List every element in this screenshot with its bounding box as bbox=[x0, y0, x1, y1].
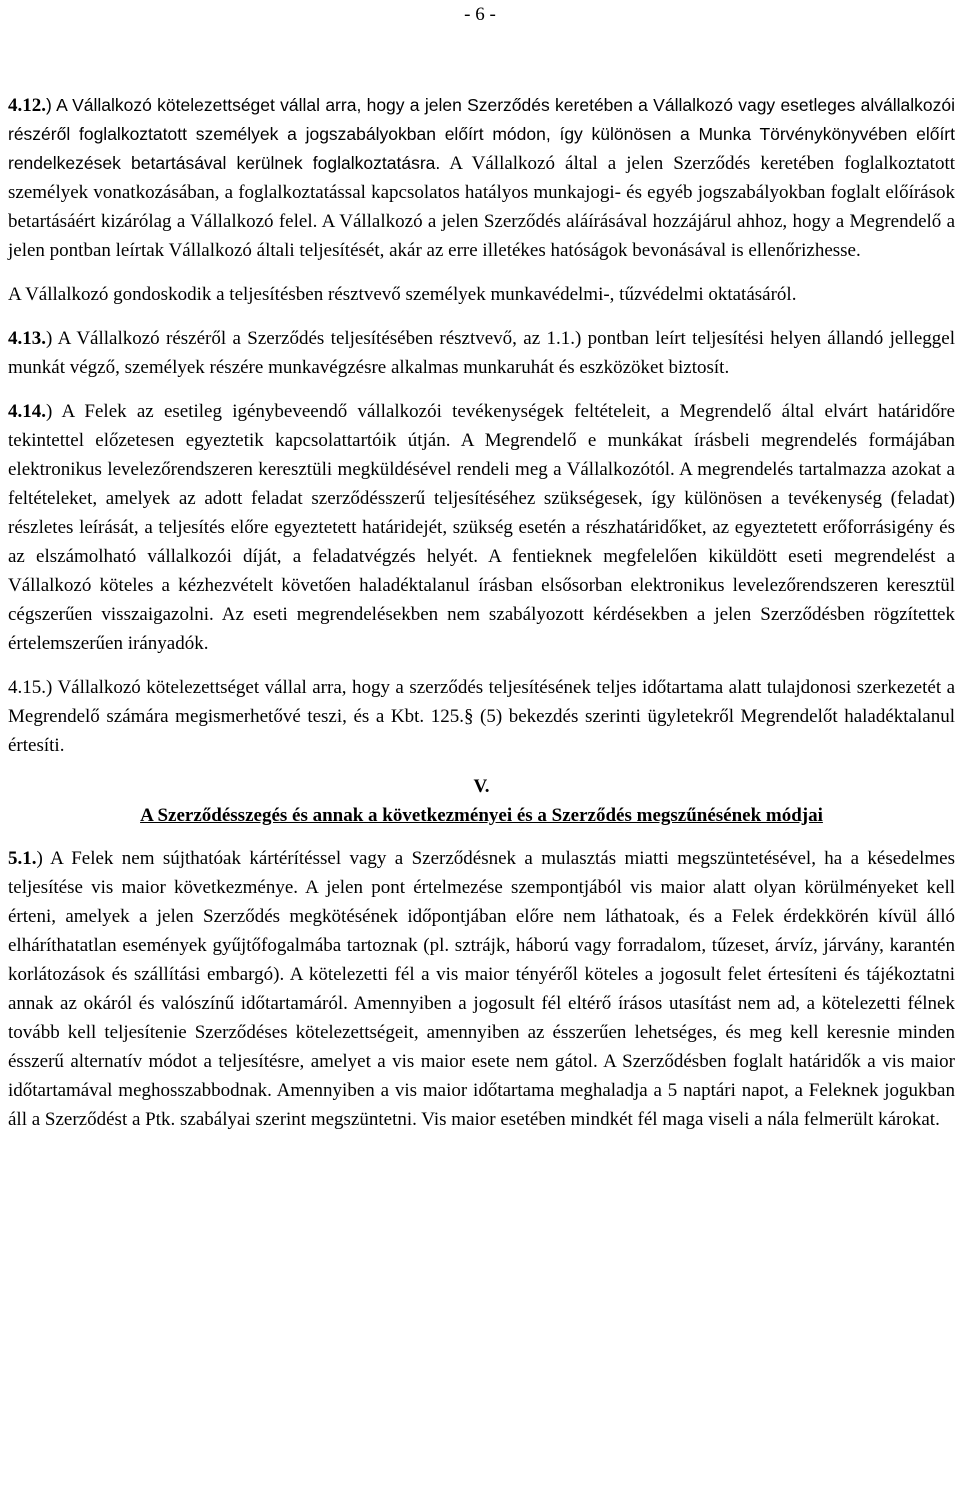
section-text-sans: ) A Vállalkozó kötelezettséget vállal arra, hogy a jelen Szerződés keretében a Vállalkozó vagy esetleges alvállalkozói részéről foglalkoztatott személyek a jogszabályokban előírt módon, így különösen a Munka Törvénykönyvében előírt rendelkezések betartásával kerülnek foglalkoztatásra. bbox=[8, 95, 955, 173]
section-4-13-paragraph bbox=[8, 324, 955, 382]
section-5-1-paragraph bbox=[8, 844, 955, 1134]
section-number: 4.13. bbox=[8, 328, 46, 349]
section-4-14-paragraph bbox=[8, 397, 955, 658]
page-number: - 6 - bbox=[464, 4, 496, 25]
section-number: 4.14. bbox=[8, 401, 46, 422]
section-text: ) A Felek az esetileg igénybeveendő vállalkozói tevékenységek feltételeit, a Megrendelő által elvárt határidőre tekintettel előzetesen egyeztetik kapcsolattartóik útján. A Megrendelő e munkákat írásbeli megrendelés formájában elektronikus levelezőrendszeren keresztüli megküldésével rendeli meg a Vállalkozótól. A megrendelés tartalmazza azokat a feltételeket, amelyek az adott feladat szerződésszerű teljesítéséhez szükségesek, így különösen a tevékenység (feladat) részletes leírását, a teljesítés előre egyeztetett határidejét, szükség esetén a részhatáridőket, az egyeztetett erőforrásigény és az elszámolható vállalkozói díját, a feladatvégzés helyét. A fentieknek megfelelően kiküldött eseti megrendelést a Vállalkozó köteles a kézhezvételt követően haladéktalanul írásban elsősorban elektronikus levelezőrendszeren keresztül cégszerűen visszaigazolni. Az eseti megrendelésekben nem szabályozott kérdésekben a jelen Szerződésben rögzítettek értelemszerűen irányadók. bbox=[8, 401, 955, 654]
document-body bbox=[8, 91, 955, 1134]
section-text: ) A Felek nem sújthatóak kártérítéssel vagy a Szerződésnek a mulasztás miatti megszüntetésével, ha a késedelmes teljesítése vis maior következménye. A jelen pont értelmezése szempontjából vis maior alatt olyan körülményeket kell érteni, amelyek a jelen Szerződés megkötésének időpontjában előre nem láthatoak, és a Felek érdekkörén kívül álló elháríthatatlan események gyűjtőfogalmába tartoznak (pl. sztrájk, háború vagy forradalom, tűzeset, árvíz, járvány, karantén korlátozások és szállítási embargó). A kötelezetti fél a vis maior tényéről köteles a jogosult felet értesíteni és tájékoztatni annak az okáról és valószínű időtartamáról. Amennyiben a jogosult fél eltérő írásos utasítást nem ad, a kötelezetti félnek tovább kell teljesítenie Szerződéses kötelezettségeit, amennyiben az ésszerűen lehetséges, és meg kell keresnie minden ésszerű alternatív módot a teljesítésre, amelyet a vis maior esete nem gátol. A Szerződésben foglalt határidők a vis maior időtartamával meghosszabbodnak. Amennyiben a vis maior időtartama meghaladja a 5 naptári napot, a Feleknek jogukban áll a Szerződést a Ptk. szabályai szerint megszüntetni. Vis maior esetében mindkét fél maga viseli a nála felmerült károkat. bbox=[8, 848, 955, 1130]
section-number: 5.1. bbox=[8, 848, 37, 869]
chapter-title: A Szerződésszegés és annak a következményei és a Szerződés megszűnésének módjai bbox=[140, 805, 823, 826]
section-number: 4.12. bbox=[8, 95, 46, 116]
section-4-15-paragraph: 4.15.) Vállalkozó kötelezettséget vállal arra, hogy a szerződés teljesítésének teljes időtartama alatt tulajdonosi szerkezetét a Megrendelő számára megismerhetővé teszi, és a Kbt. 125.§ (5) bekezdés szerinti ügyletekről Megrendelőt haladéktalanul értesíti. bbox=[8, 677, 955, 756]
section-text: ) A Vállalkozó részéről a Szerződés teljesítésében résztvevő, az 1.1.) pontban leírt teljesítési helyen állandó jelleggel munkát végző, személyek részére munkavégzésre alkalmas munkaruhát és eszközöket biztosít. bbox=[8, 328, 955, 378]
section-text: A Vállalkozó a jelen Szerződés aláírásával hozzájárul ahhoz, hogy a Megrendelő a jelen pontban leírtak Vállalkozó általi teljesítését, akár az erre illetékes hatóságok bevonásával is ellenőrizhesse. bbox=[8, 211, 956, 261]
section-4-12-paragraph bbox=[8, 91, 955, 265]
section-4-12-paragraph-2: A Vállalkozó gondoskodik a teljesítésben résztvevő személyek munkavédelmi-, tűzvédelmi oktatásáról. bbox=[8, 284, 797, 305]
section-text: A Vállalkozó által a jelen Szerződés keretében foglalkoztatott személyek vonatkozásában, a foglalkoztatással kapcsolatos hatályos munkajogi- és egyéb jogszabályokban foglalt előírások betartásáért kizárólag a Vállalkozó felel. bbox=[8, 153, 956, 232]
chapter-number: V. bbox=[473, 776, 490, 797]
